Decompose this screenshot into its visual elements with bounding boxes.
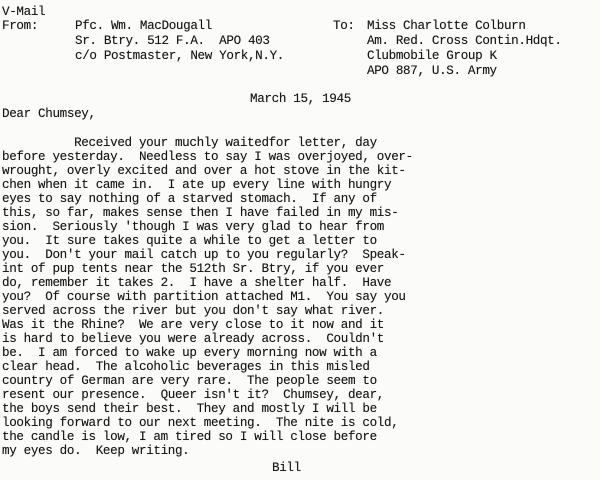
letter-date: March 15, 1945 <box>250 92 351 106</box>
body-line: country of German are very rare. The people seem to <box>2 374 377 388</box>
body-line: be. I am forced to wake up every morning now with a <box>2 346 377 360</box>
body-line: is hard to believe you were already across. Couldn't <box>2 332 384 346</box>
body-line: you. Don't your mail catch up to you regularly? Speak- <box>2 248 406 262</box>
body-line: resent our presence. Queer isn't it? Chumsey, dear, <box>2 388 384 402</box>
recipient-name: Miss Charlotte Colburn <box>367 19 526 33</box>
body-line: you? Of course with partition attached M1. You say you <box>2 290 406 304</box>
body-line: wrought, overly excited and over a hot stove in the kit- <box>2 164 406 178</box>
from-label: From: <box>2 19 39 33</box>
recipient-apo: APO 887, U.S. Army <box>367 64 497 78</box>
body-line: the boys send their best. They and mostly I will be <box>2 402 377 416</box>
to-label: To: <box>333 19 355 33</box>
body-line: this, so far, makes sense then I have failed in my mis- <box>2 206 399 220</box>
body-line: Was it the Rhine? We are very close to it now and it <box>2 318 384 332</box>
body-line: served across the river but you don't say what river. <box>2 304 384 318</box>
body-line: looking forward to our next meeting. The nite is cold, <box>2 416 399 430</box>
recipient-group: Clubmobile Group K <box>367 49 497 63</box>
body-line: clear head. The alcoholic beverages in this misled <box>2 360 370 374</box>
body-line: before yesterday. Needless to say I was overjoyed, over- <box>2 150 413 164</box>
body-line: chen when it came in. I ate up every line with hungry <box>2 178 392 192</box>
body-line: do, remember it takes 2. I have a shelter half. Have <box>2 276 392 290</box>
sender-name: Pfc. Wm. MacDougall <box>75 19 212 33</box>
body-line: the candle is low, I am tired so I will close before <box>2 430 377 444</box>
sender-postmaster: c/o Postmaster, New York,N.Y. <box>75 49 285 63</box>
body-line: my eyes do. Keep writing. <box>2 444 190 458</box>
body-line: sion. Seriously 'though I was very glad to hear from <box>2 220 384 234</box>
sender-unit: Sr. Btry. 512 F.A. APO 403 <box>75 34 270 48</box>
body-line: you. It sure takes quite a while to get a letter to <box>2 234 377 248</box>
salutation: Dear Chumsey, <box>2 107 96 121</box>
body-line: eyes to say nothing of a starved stomach. If any of <box>2 192 377 206</box>
body-line: int of pup tents near the 512th Sr. Btry, if you ever <box>2 262 384 276</box>
body-line: Received your muchly waitedfor letter, day <box>2 136 377 150</box>
recipient-organization: Am. Red. Cross Contin.Hdqt. <box>367 34 562 48</box>
signature: Bill <box>272 461 301 475</box>
vmail-header: V-Mail <box>2 5 46 19</box>
